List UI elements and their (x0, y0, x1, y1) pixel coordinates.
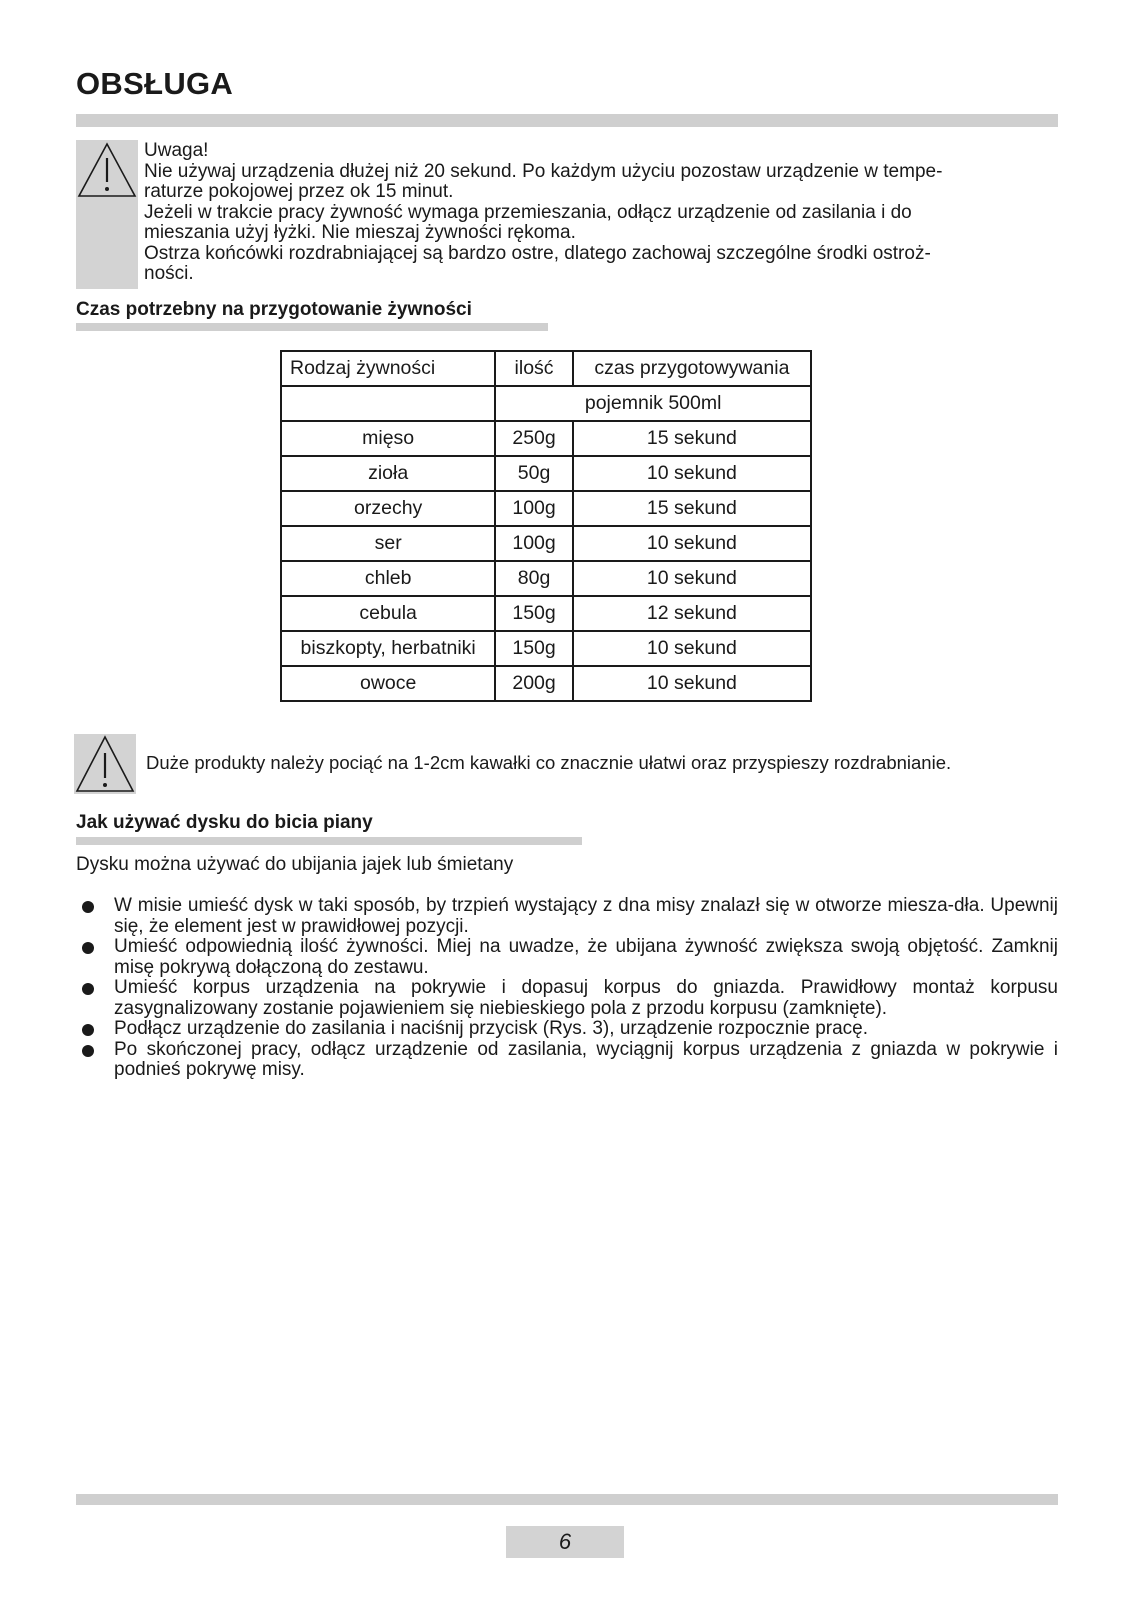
table-row (281, 526, 811, 561)
table-row (281, 456, 811, 491)
table-cell: 10 sekund (573, 631, 811, 666)
warning-triangle-icon (76, 140, 138, 202)
table-header-cell: Rodzaj żywności (281, 351, 495, 386)
table-subheader-cell: pojemnik 500ml (495, 386, 811, 421)
list-item: Podłącz urządzenie do zasilania i naciśnij przycisk (Rys. 3), urządzenie rozpocznie pracę. (76, 1019, 1058, 1040)
warning-note: Duże produkty należy pociąć na 1-2cm kawałki co znacznie ułatwi oraz przyspieszy rozdrabnianie. (146, 752, 952, 773)
table-cell: 100g (495, 491, 572, 526)
table-row (281, 596, 811, 631)
table-cell (281, 386, 495, 421)
section-heading: Jak używać dysku do bicia piany (76, 812, 373, 833)
table-cell: 10 sekund (573, 666, 811, 701)
list-item: Umieść odpowiednią ilość żywności. Miej na uwadze, że ubijana żywność zwiększa swoją objętość. Zamknij misę pokrywą dołączoną do zestawu. (76, 937, 1058, 978)
page-number: 6 (558, 1529, 572, 1554)
table-cell: biszkopty, herbatniki (281, 631, 495, 666)
table-cell: ser (281, 526, 495, 561)
table-subheader-row (281, 386, 811, 421)
table-cell: 10 sekund (573, 526, 811, 561)
table-header-cell: ilość (495, 351, 572, 386)
page-number-box (506, 1526, 624, 1558)
warning-box (76, 140, 138, 289)
table-row (281, 421, 811, 456)
table-cell: cebula (281, 596, 495, 631)
warning-line: Ostrza końcówki rozdrabniającej są bardzo ostre, dlatego zachowaj szczególne środki ostroż- (144, 242, 931, 264)
table-cell: 100g (495, 526, 572, 561)
warning-line: raturze pokojowej przez ok 15 minut. (144, 181, 454, 202)
table-row (281, 491, 811, 526)
section-divider (76, 323, 548, 331)
table-header-row (281, 351, 811, 386)
table-cell: 150g (495, 596, 572, 631)
table-row (281, 561, 811, 596)
table-row (281, 666, 811, 701)
food-prep-table (280, 350, 812, 702)
table-row (281, 631, 811, 666)
warning-line: Nie używaj urządzenia dłużej niż 20 sekund. Po każdym użyciu pozostaw urządzenie w tempe- (144, 160, 943, 182)
table-cell: 250g (495, 421, 572, 456)
warning-text (144, 141, 1064, 285)
list-item: Umieść korpus urządzenia na pokrywie i dopasuj korpus do gniazda. Prawidłowy montaż korpusu zasygnalizowany zostanie pojawieniem się niebieskiego pola z przodu korpusu (zamknięte). (76, 978, 1058, 1019)
warning-line: Uwaga! (144, 140, 209, 161)
table-cell: 200g (495, 666, 572, 701)
table-cell: chleb (281, 561, 495, 596)
warning-box (74, 734, 136, 794)
table-cell: owoce (281, 666, 495, 701)
table-cell: 150g (495, 631, 572, 666)
table-cell: 15 sekund (573, 421, 811, 456)
section-heading: Czas potrzebny na przygotowanie żywności (76, 299, 472, 320)
warning-triangle-icon (74, 734, 136, 794)
page-title: OBSŁUGA (76, 66, 234, 101)
title-divider (76, 114, 1058, 127)
table-cell: 15 sekund (573, 491, 811, 526)
intro-text: Dysku można używać do ubijania jajek lub śmietany (76, 854, 514, 875)
table-header-cell: czas przygotowywania (573, 351, 811, 386)
bullet-list (76, 896, 1058, 1081)
table-cell: 12 sekund (573, 596, 811, 631)
table-cell: orzechy (281, 491, 495, 526)
warning-line: mieszania użyj łyżki. Nie mieszaj żywności rękoma. (144, 222, 576, 243)
table-cell: 10 sekund (573, 561, 811, 596)
list-item: Po skończonej pracy, odłącz urządzenie od zasilania, wyciągnij korpus urządzenia z gniazda w pokrywie i podnieś pokrywę misy. (76, 1040, 1058, 1081)
table-cell: 10 sekund (573, 456, 811, 491)
footer-divider (76, 1494, 1058, 1505)
table-cell: 80g (495, 561, 572, 596)
section-divider (76, 837, 582, 845)
table-cell: 50g (495, 456, 572, 491)
list-item: W misie umieść dysk w taki sposób, by trzpień wystający z dna misy znalazł się w otworze miesza-dła. Upewnij się, że element jest w prawidłowej pozycji. (76, 896, 1058, 937)
warning-line: ności. (144, 263, 194, 284)
table-cell: zioła (281, 456, 495, 491)
warning-line: Jeżeli w trakcie pracy żywność wymaga przemieszania, odłącz urządzenie od zasilania i do (144, 201, 912, 223)
table-cell: mięso (281, 421, 495, 456)
